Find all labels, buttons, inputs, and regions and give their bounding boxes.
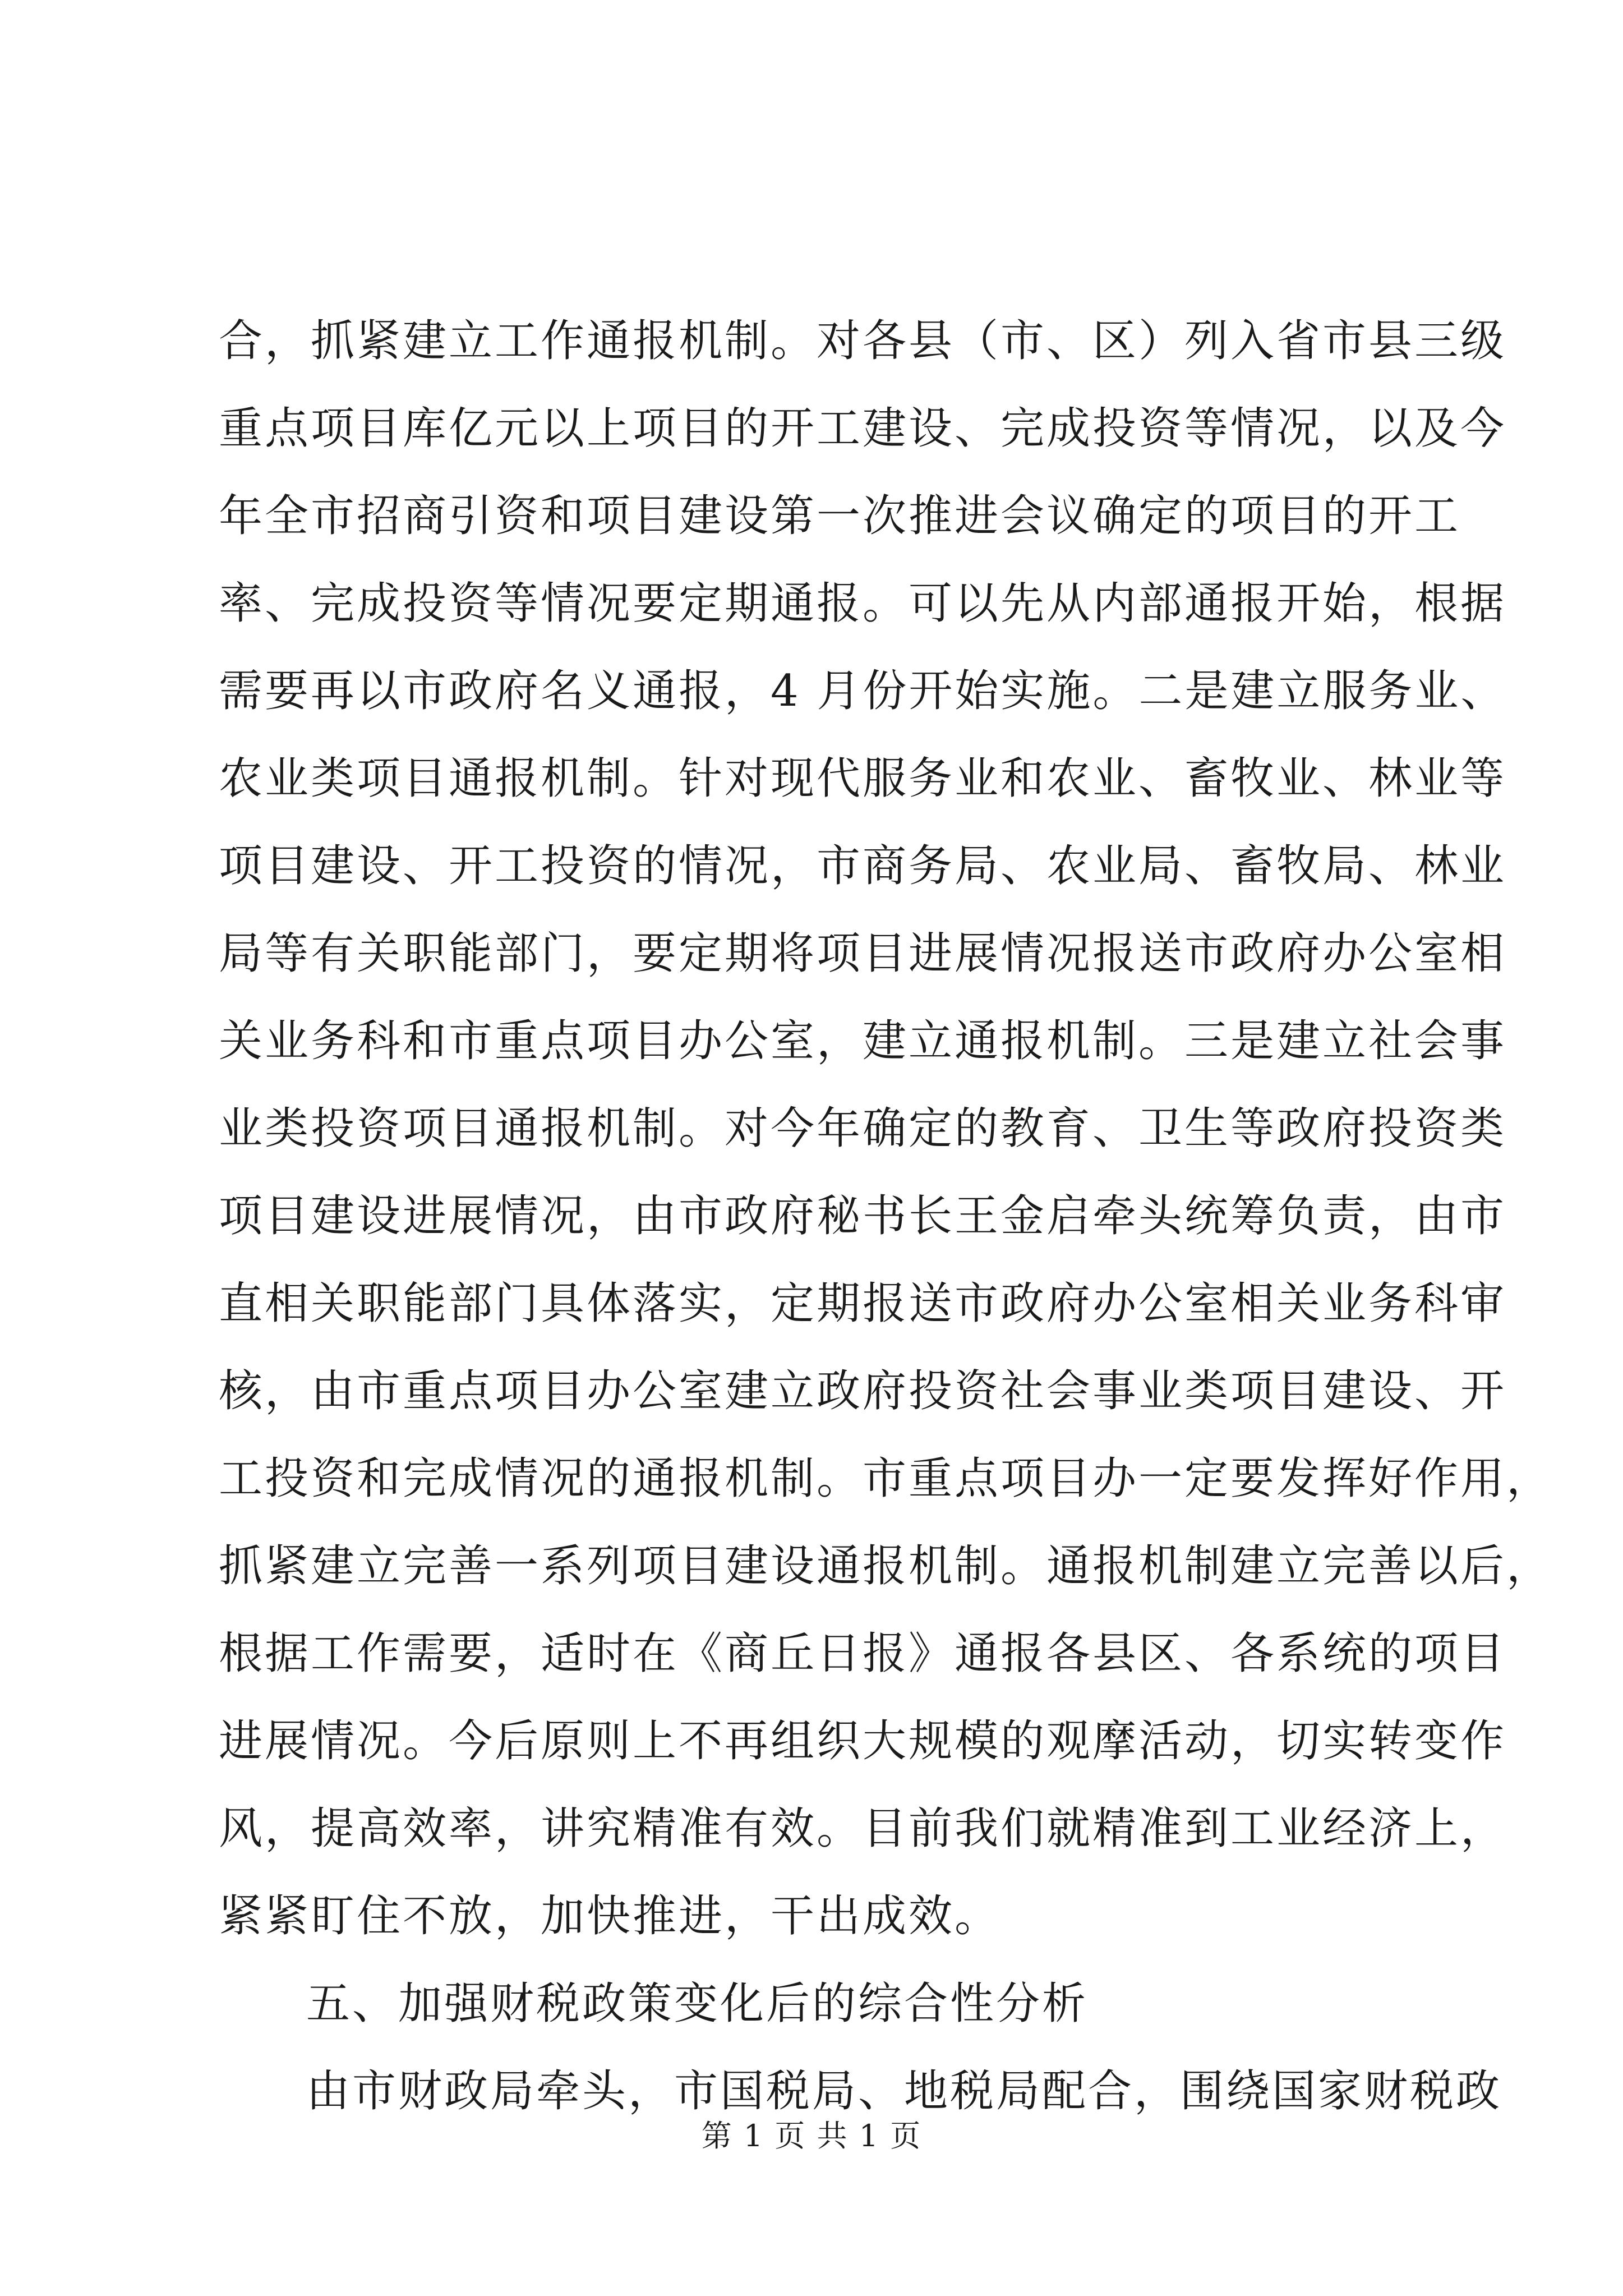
body-line-6: 农业类项目通报机制。针对现代服务业和农业、畜牧业、林业等: [219, 753, 1507, 804]
body-line-19: 紧紧盯住不放，加快推进，干出成效。: [219, 1891, 1001, 1941]
page-number-footer: 第 1 页 共 1 页: [701, 2118, 922, 2154]
body-line-14: 工投资和完成情况的通报机制。市重点项目办一定要发挥好作用，: [219, 1453, 1553, 1504]
body-line-16: 根据工作需要，适时在《商丘日报》通报各县区、各系统的项目: [219, 1628, 1507, 1679]
document-body: [219, 297, 1553, 2135]
body-line-9: 关业务科和市重点项目办公室，建立通报机制。三是建立社会事: [219, 1016, 1507, 1066]
body-line-13: 核，由市重点项目办公室建立政府投资社会事业类项目建设、开: [219, 1366, 1507, 1416]
body-line-3: 年全市招商引资和项目建设第一次推进会议确定的项目的开工: [219, 491, 1461, 541]
body-line-15: 抓紧建立完善一系列项目建设通报机制。通报机制建立完善以后，: [219, 1541, 1553, 1591]
body-line-11: 项目建设进展情况，由市政府秘书长王金启牵头统筹负责，由市: [219, 1191, 1507, 1241]
body-line-8: 局等有关职能部门，要定期将项目进展情况报送市政府办公室相: [219, 928, 1507, 979]
body-line-4: 率、完成投资等情况要定期通报。可以先从内部通报开始，根据: [219, 578, 1507, 629]
body-line-1: 合，抓紧建立工作通报机制。对各县（市、区）列入省市县三级: [219, 316, 1507, 366]
paragraph-start-line: 由市财政局牵头，市国税局、地税局配合，围绕国家财税政: [306, 2066, 1502, 2116]
body-line-10: 业类投资项目通报机制。对今年确定的教育、卫生等政府投资类: [219, 1103, 1507, 1154]
body-line-17: 进展情况。今后原则上不再组织大规模的观摩活动，切实转变作: [219, 1716, 1507, 1766]
body-line-5: 需要再以市政府名义通报，4 月份开始实施。二是建立服务业、: [219, 666, 1507, 716]
body-line-12: 直相关职能部门具体落实，定期报送市政府办公室相关业务科审: [219, 1278, 1507, 1329]
body-line-7: 项目建设、开工投资的情况，市商务局、农业局、畜牧局、林业: [219, 841, 1507, 891]
section-heading: 五、加强财税政策变化后的综合性分析: [306, 1978, 1089, 2029]
body-line-18: 风，提高效率，讲究精准有效。目前我们就精准到工业经济上，: [219, 1803, 1507, 1854]
body-line-2: 重点项目库亿元以上项目的开工建设、完成投资等情况，以及今: [219, 403, 1507, 454]
